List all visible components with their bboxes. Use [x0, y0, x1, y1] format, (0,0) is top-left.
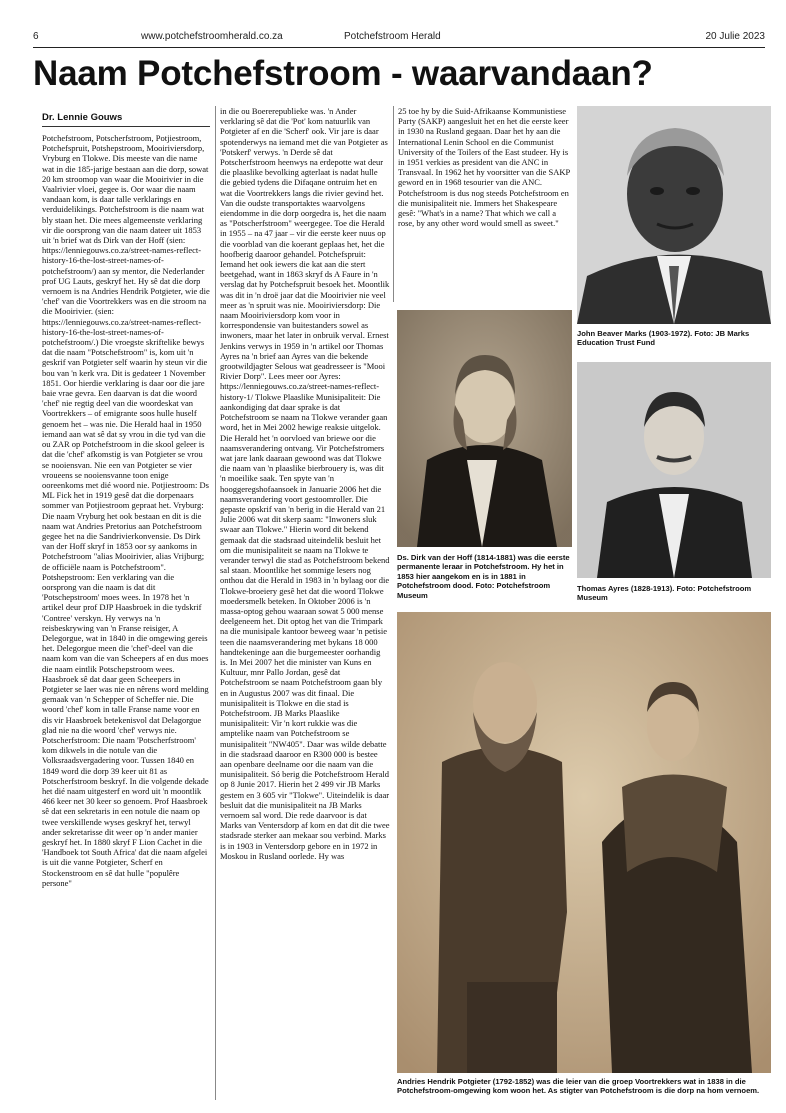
- page-number: 6: [33, 31, 39, 42]
- header-rule: [33, 47, 765, 48]
- publication-name: Potchefstroom Herald: [344, 31, 441, 42]
- caption-potgieter: Andries Hendrik Potgieter (1792-1852) was die leier van die groep Voortrekkers wat in 1838 in die Potchefstroom-omgewing kom woon het. As stigter van Potchefstroom is die dorp na hom vernoem.: [397, 1077, 760, 1096]
- portrait-illustration: [577, 106, 771, 324]
- article-column-2: in die ou Boererepublieke was. 'n Ander verklaring sê dat die 'Pot' kom natuurlik van Potgieter af en die 'Scherf' ook. Vir jare is daar spotenderwys na iemand met die van Potgieter as 'Potskerf' verwys. 'n Derde sê dat Potscherfstroom heenwys na erdepotte wat deur die plaaslike bevolking agterlaat is nadat hulle die gebied tydens die Difaqane ontruim het en wat die Voortrekkers langs die rivier gevind het. Van die oudste transportaktes waarvolgens eiendomme in die dorp oorgedra is, het die naam as "Potscherfstroom" weergegee. Toe die Herald in 1955 – na 47 jaar – vir die eerste keer nuus op die voorblad van die koerant geplaas het, het die hoofberig daaroor gehandel. Potchefspruit: Iemand het ook iewers die kat aan die stert beetgehad, want in 1863 skryf ds A Faure in 'n verslag dat hy Potchefspruit besoek het. Moontlik was dit in 'n droë jaar dat die Mooirivier nie veel meer as 'n spruit was nie. Mooiriviersdorp: Die naam Mooiriviersdorp kom voor in korrespondensie van buitestanders sowel as inwoners, maar het later in onbruik verval. Ernest Jenkins verwys in 1959 in 'n artikel oor Thomas Ayres na 'n brief aan Ayres van die bekende grootwildjagter Selous wat geadresseer is "Mooi Rivier Dorp". Lees meer oor Ayres: https://lenniegouws.co.za/street-names-reflect-history-1/ Tlokwe Plaaslike Munisipaliteit: Die aankondiging dat daar sprake is dat Potchefstroom se naam na Tlokwe verander gaan word, het in Mei 2002 hewige reaksie uitgelok. Die Herald het 'n oorvloed van briewe oor die naamsverandering ontvang. Vir Potchefstromers wat jare lank daaraan gewoond was dat Tlokwe die naam van 'n plaaslike bierbrouery is, was dit 'n moeilike saak. Ten spyte van 'n hooggeregshofaansoek in Januarie 2006 het die naamsverandering voort gestoomroller. Die gepaste opskrif van 'n berig in die Herald van 21 Julie 2006 wat dit skerp saam: "Inwoners sluk swaar aan Tlokwe." Hierin word dit bekend gemaak dat die stadsraad uiteindelik besluit het om die munisipaliteit se naam na Tlokwe te verander terwyl die stad as Potchefstroom bekend sal staan. Moontlike het sommige lesers nog onthou dat die Herald in 1983 in 'n bylaag oor die Tlokwe-broeiery gesê het dat die woord Tlokwe moedersmelk beteken. In Oktober 2006 is 'n massa-optog gehou waaraan sowat 5 000 mense deelgeneem het. Dit optog het van die Trimpark na die munisipale kantoor beweeg waar 'n petisie teen die naamsverandering met bykans 18 000 handtekeninge aan die burgemeester oorhandig is. In Mei 2007 het die minister van Kuns en Kultuur, mnr Pallo Jordan, gesê dat Potchefstroom se naam Potchefstroom gaan bly en in Augustus 2007 was dit finaal. Die munisipaliteit is Tlokwe en die stad is Potchefstroom. JB Marks Plaaslike munisipaliteit: Vir 'n kort rukkie was die amptelike naam van Potchefstroom se munisipaliteit "NW405". Daar was wilde debatte in die stadsraad daaroor en R300 000 is bestee aan openbare deelname oor die naam van die munisipaliteit. Só berig die Potchefstroom Herald op 8 Junie 2017. Hierin het 2 499 vir JB Marks gestem en 3 605 vir "Tlokwe". Uiteindelik is daar besluit dat die munisipaliteit na JB Marks vernoem sal word. Die rede daarvoor is dat Marks van Ventersdorp af kom en dat dit die twee stadsrade sterker aan mekaar sou verbind. Marks is in 1903 in Ventersdorp gebore en in 1972 in Moskou in Rusland oorlede. Hy was: [220, 106, 390, 861]
- website-url: www.potchefstroomherald.co.za: [141, 31, 283, 42]
- portrait-illustration: [397, 612, 771, 1073]
- article-column-3: 25 toe hy by die Suid-Afrikaanse Kommunistiese Party (SAKP) aangesluit het en het die eerste keer in 1930 na Rusland gegaan. Daar het hy aan die International Lenin School en die Communist University of the Toilers of the East studeer. Hy is in 1951 verkies as president van die ANC in Transvaal. In 1962 het hy voorsitter van die SAKP geword en in 1968 tesourier van die ANC. Potchefstroom is dus nog steeds Potchefstroom en die munisipaliteit nie. Immers het Shakespeare gesê: "What's in a name? That which we call a rose, by any other word would smell as sweet.": [398, 106, 570, 229]
- photo-andries-potgieter: [397, 612, 771, 1073]
- portrait-illustration: [397, 310, 572, 547]
- caption-van-der-hoff: Ds. Dirk van der Hoff (1814-1881) was die eerste permanente leraar in Potchefstroom. Hy het in 1853 hier aangekom en is in 1881 in Potchefstroom dood. Foto: Potchefstroom Museum: [397, 553, 570, 600]
- column-divider: [393, 106, 394, 302]
- issue-date: 20 Julie 2023: [705, 31, 765, 42]
- byline: Dr. Lennie Gouws: [42, 112, 210, 127]
- photo-thomas-ayres: [577, 362, 771, 578]
- column-divider: [215, 106, 216, 1100]
- photo-dirk-van-der-hoff: [397, 310, 572, 547]
- article-column-1: Potchefstroom, Potscherfstroom, Potjiestroom, Potchefspruit, Potshepstroom, Mooiriviersdorp, Vryburg en Tlokwe. Dis meeste van die name wat in die 185-jarige bestaan aan die dorp, sowat 20 km stroomop van waar die Mooirivier in die Vaalrivier vloei, gegee is. Oor waar die naam vandaan kom, is daar talle verklarings en verduidelikings. Potchefstroom is die naam wat bly staan het. Die mees algemeenste verklaring vir die oorsprong van die naam dateer uit 1853 uit 'n brief wat ds Dirk van der Hoff (sien: https://lenniegouws.co.za/street-names-reflect-history-16-the-lost-street-names-of-potchefstroom/) aan sy mentor, die Nederlander prof UG Lauts, geskryf het. Hy sê dat die dorp vernoem is na Andries Hendrik Potgieter, wie die 'chef' van die Voortrekkers was en die stroom na die Mooirivier. (sien: https://lenniegouws.co.za/street-names-reflect-history-16-the-lost-street-names-of-potchefstroom/.) Die vroegste skriftelike bewys dat die naam "Potschefstroom" is, kom uit 'n geskrif van Potgieter self waarin hy steun vir die bou van 'n kerk vra. Dit is gedateer 1 November 1851. Oor hierdie verklaring is daar oor die jare baie vrae gevra. Een daarvan is dat die woord 'chef' nie regtig deel van die woordeskat van Voortrekkers – of emigrante soos hulle huself genoem het – was nie. Die Herald haal in 1950 iemand aan wat sê dat sy vrou in die tyd van die ou ZAR op Potchefstroom in die skool geleer is dat die 'chef' afkomstig is van Potgieter se vrou se nooiensvan. Nie een van Potgieter se vier vroueens se nooiensvanne toon enige ooreenkoms met dié woord nie. Potjiestroom: Ds ML Fick het in 1919 gesê dat die dorpenaars sommer van Potjiestroom gepraat het. Vryburg: Die naam Vryburg het ook bestaan en dit is die naam wat Andries Pretorius aan Potchefstroom gegee het na die Sandrivierkonvensie. Ds Dirk van der Hoff skryf in 1853 oor sy aankoms in Potchefstroom "alias Mooirivier, alias Vrijburg; de officiële naam is Potchefstroom". Potshepstroom: Een verklaring van die oorsprong van die naam is dat dit 'Potschepstroom' moes wees. In 1978 het 'n artikel deur prof DJP Haasbroek in die tydskrif 'Contree' verskyn. Hy verwys na 'n reisbeskrywing van 'n Franse reisiger, A Delegorgue, wat in 1840 in die omgewing gereis het. Delegorgue meen die 'chef'-deel van die naam kom van die van Scheepers af en dus moes die naam eintlik Potschepstroom wees. Haasbroek sê dat daar geen Scheepers in Potgieter se laer was nie en nêrens word melding gemaak van 'n Schepper of Scheffer nie. Die woord 'chef' kom in talle Franse name voor en dis vir Haasbroek betekenisvol dat Delagorgue glad nie na die woord 'chef' verwys nie. Potscherfstroom: Die naam 'Potscherfstroom' kom dikwels in die notule van die Volksraadsvergadering voor. Tussen 1840 en 1849 word die dorp 39 keer uit 81 as Potscherfstroom beskryf. In die volgende dekade het dié naam uitgesterf en word uit 'n moontlik 466 keer net 30 keer so genoem. Prof Haasbroek sê dat een sekretaris in een notule die naam op twee verskillende wyses geskryf het, terwyl ander sekretarisse dit weer op 'n ander manier geskryf het. In 1880 skryf F Lion Cachet in die 'Handboek tot South Africa' dat die naam afgelei is uit die vanne Potgieter, Scherf en Stockenstroom en sê dat hulle "populêre persone": [42, 133, 210, 888]
- portrait-illustration: [577, 362, 771, 578]
- article-headline: Naam Potchefstroom - waarvandaan?: [33, 54, 653, 93]
- page-header: [33, 31, 765, 45]
- photo-john-beaver-marks: [577, 106, 771, 324]
- caption-ayres: Thomas Ayres (1828-1913). Foto: Potchefstroom Museum: [577, 584, 752, 603]
- caption-marks: John Beaver Marks (1903-1972). Foto: JB Marks Education Trust Fund: [577, 329, 750, 348]
